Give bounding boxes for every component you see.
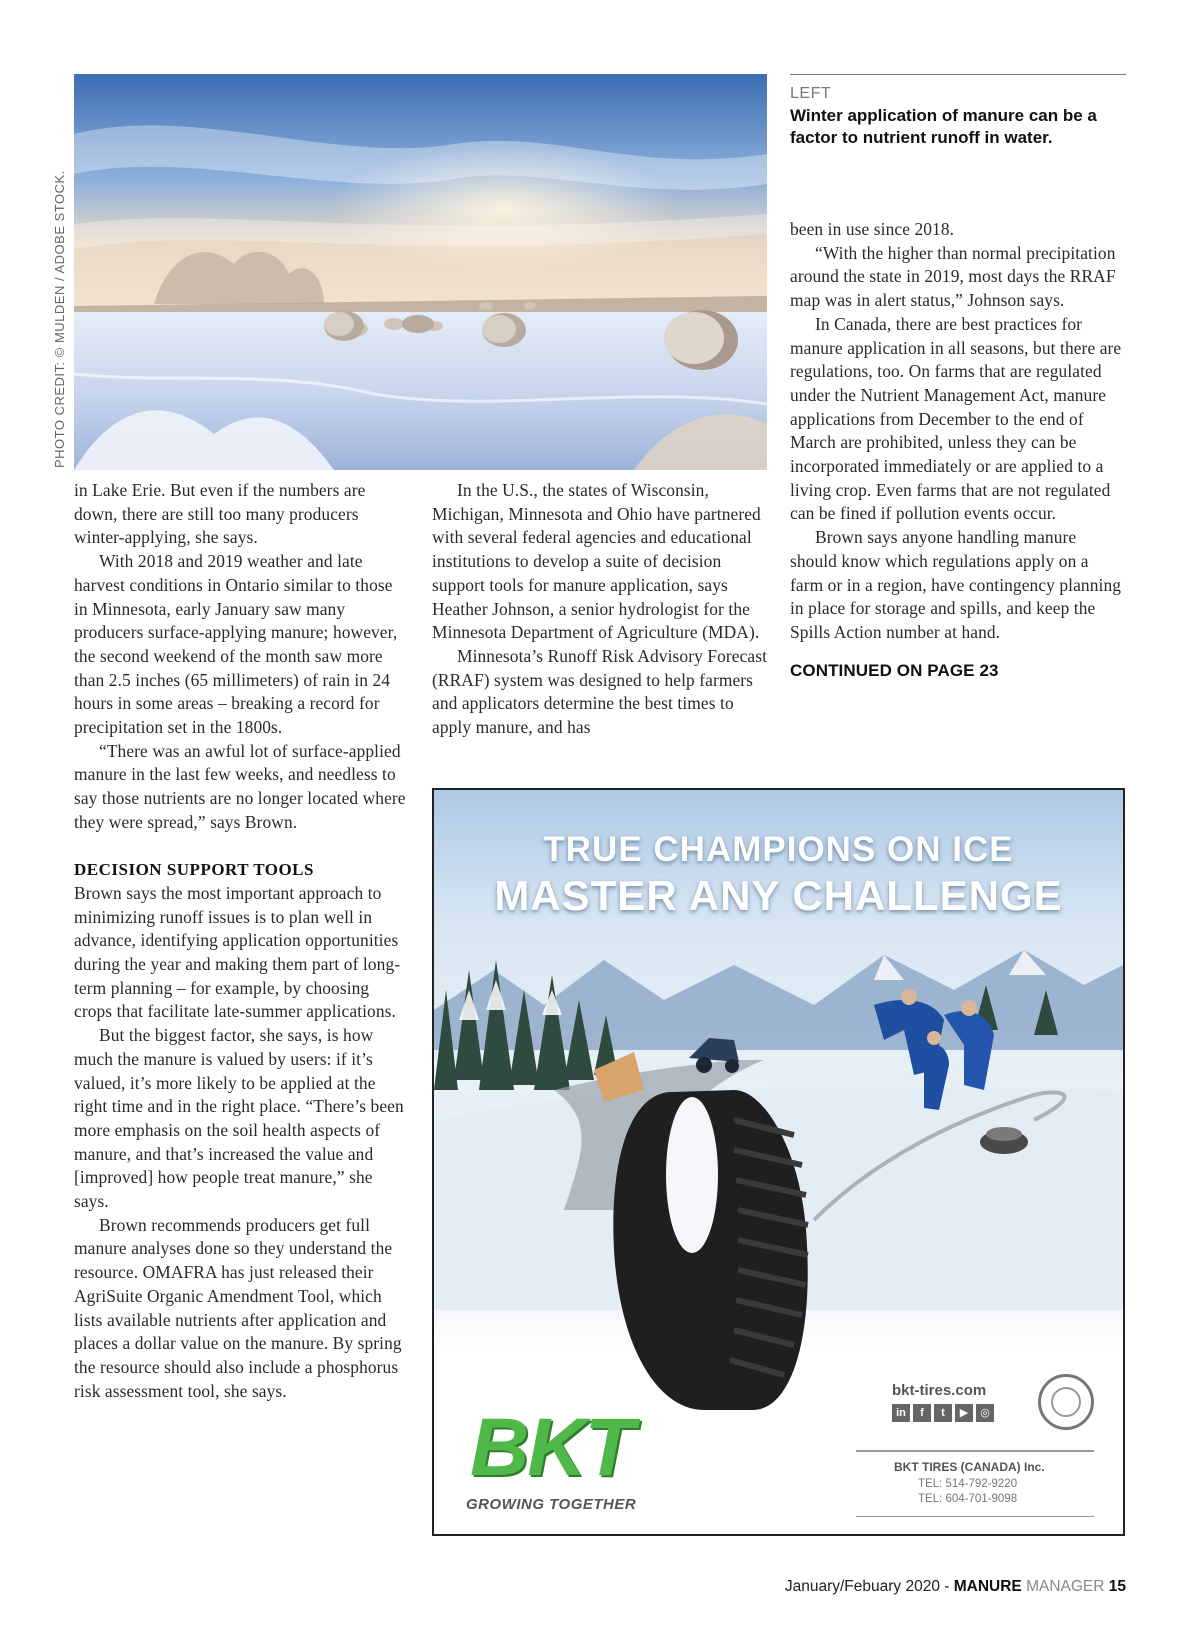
paragraph: Brown says the most important approach to minimizing runoff issues is to plan well in advance, identifying application opportunities during the year and making them part of long-term planning – for example, by choosing crops that facilitate late-summer applications. <box>74 882 401 1022</box>
winter-field-photo <box>74 74 767 470</box>
paragraph: “With the higher than normal precipitation around the state in 2019, most days the RRAF map was in alert status,” Johnson says. <box>790 242 1116 311</box>
facebook-icon[interactable]: f <box>913 1404 931 1422</box>
divider <box>856 1516 1094 1517</box>
article-column-2 <box>432 479 768 740</box>
photo-caption <box>790 74 1126 149</box>
page-number: 15 <box>1108 1578 1126 1595</box>
photo-credit: PHOTO CREDIT: © MULDEN / ADOBE STOCK. <box>52 170 67 468</box>
ad-headline-2: MASTER ANY CHALLENGE <box>494 872 1063 919</box>
company-name: BKT TIRES (CANADA) Inc. <box>894 1460 1045 1474</box>
continued-link[interactable]: CONTINUED ON PAGE 23 <box>790 660 999 680</box>
youtube-icon[interactable]: ▶ <box>955 1404 973 1422</box>
caption-label: LEFT <box>790 85 832 102</box>
divider <box>856 1450 1094 1452</box>
paragraph: in Lake Erie. But even if the numbers are down, there are still too many producers winter-applying, she says. <box>74 480 366 548</box>
off-highway-badge-icon <box>1038 1374 1094 1430</box>
photo-illustration <box>74 74 767 470</box>
paragraph: With 2018 and 2019 weather and late harvest conditions in Ontario similar to those in Minnesota, early January saw many producers surface-applying manure; however, the second weekend of the month saw more than 2.5 inches (65 millimeters) of rain in 24 hours in some areas – breaking a record for precipitation set in the 1800s. <box>74 551 398 738</box>
phone-2: TEL: 604-701-9098 <box>918 1493 1018 1505</box>
caption-text: Winter application of manure can be a factor to nutrient runoff in water. <box>790 106 1097 147</box>
ad-headline-1: TRUE CHAMPIONS ON ICE <box>543 830 1014 869</box>
section-subhead: DECISION SUPPORT TOOLS <box>74 860 314 880</box>
linkedin-icon[interactable]: in <box>892 1404 910 1422</box>
magazine-name-2: MANAGER <box>1021 1578 1109 1595</box>
twitter-icon[interactable]: t <box>934 1404 952 1422</box>
page-footer <box>785 1578 1126 1596</box>
paragraph: In the U.S., the states of Wisconsin, Michigan, Minnesota and Ohio have partnered with several federal agencies and educational institutions to develop a suite of decision support tools for manure application, says Heather Johnson, a senior hydrologist for the Minnesota Department of Agriculture (MDA). <box>432 480 761 643</box>
bkt-website-link[interactable]: bkt-tires.com <box>892 1382 987 1399</box>
article-column-1 <box>74 479 410 1403</box>
paragraph: Brown says anyone handling manure should know which regulations apply on a farm or in a region, have contingency planning in place for storage and spills, and keep the Spills Action number at hand. <box>790 527 1122 642</box>
bkt-tagline: GROWING TOGETHER <box>466 1496 637 1513</box>
paragraph: In Canada, there are best practices for manure application in all seasons, but there are regulations, too. On farms that are regulated under the Nutrient Management Act, manure applications from December to the end of March are prohibited, unless they can be incorporated immediately or are applied to a living crop. Even farms that are not regulated can be fined if pollution events occur. <box>790 313 1122 524</box>
bkt-advertisement[interactable] <box>432 788 1125 1536</box>
paragraph: “There was an awful lot of surface-applied manure in the last few weeks, and needless to say those nutrients are no longer located where they were spread,” says Brown. <box>74 740 406 832</box>
phone-1: TEL: 514-792-9220 <box>918 1478 1018 1490</box>
article-column-3 <box>790 218 1126 682</box>
paragraph: Minnesota’s Runoff Risk Advisory Forecast (RRAF) system was designed to help farmers and applicators determine the best times to apply manure, and has <box>432 645 768 738</box>
instagram-icon[interactable]: ◎ <box>976 1404 994 1422</box>
issue-date: January/Febuary 2020 - <box>784 1578 954 1595</box>
paragraph: But the biggest factor, she says, is how much the manure is valued by users: if it’s valued, it’s more likely to be applied at the right time and in the right place. “There’s been more emphasis on the soil health aspects of manure, and that’s increased the value and [improved] how people treat manure,” she says. <box>74 1025 404 1212</box>
social-icons <box>892 1404 994 1422</box>
magazine-name-1: MANURE <box>953 1578 1022 1595</box>
bkt-logo: BKT <box>470 1402 633 1493</box>
paragraph: been in use since 2018. <box>790 219 955 239</box>
paragraph: Brown recommends producers get full manure analyses done so they understand the resource. OMAFRA has just released their AgriSuite Organic Amendment Tool, which lists available nutrients after application and places a dollar value on the manure. By spring the resource should also include a phosphorus risk assessment tool, she says. <box>74 1214 402 1401</box>
